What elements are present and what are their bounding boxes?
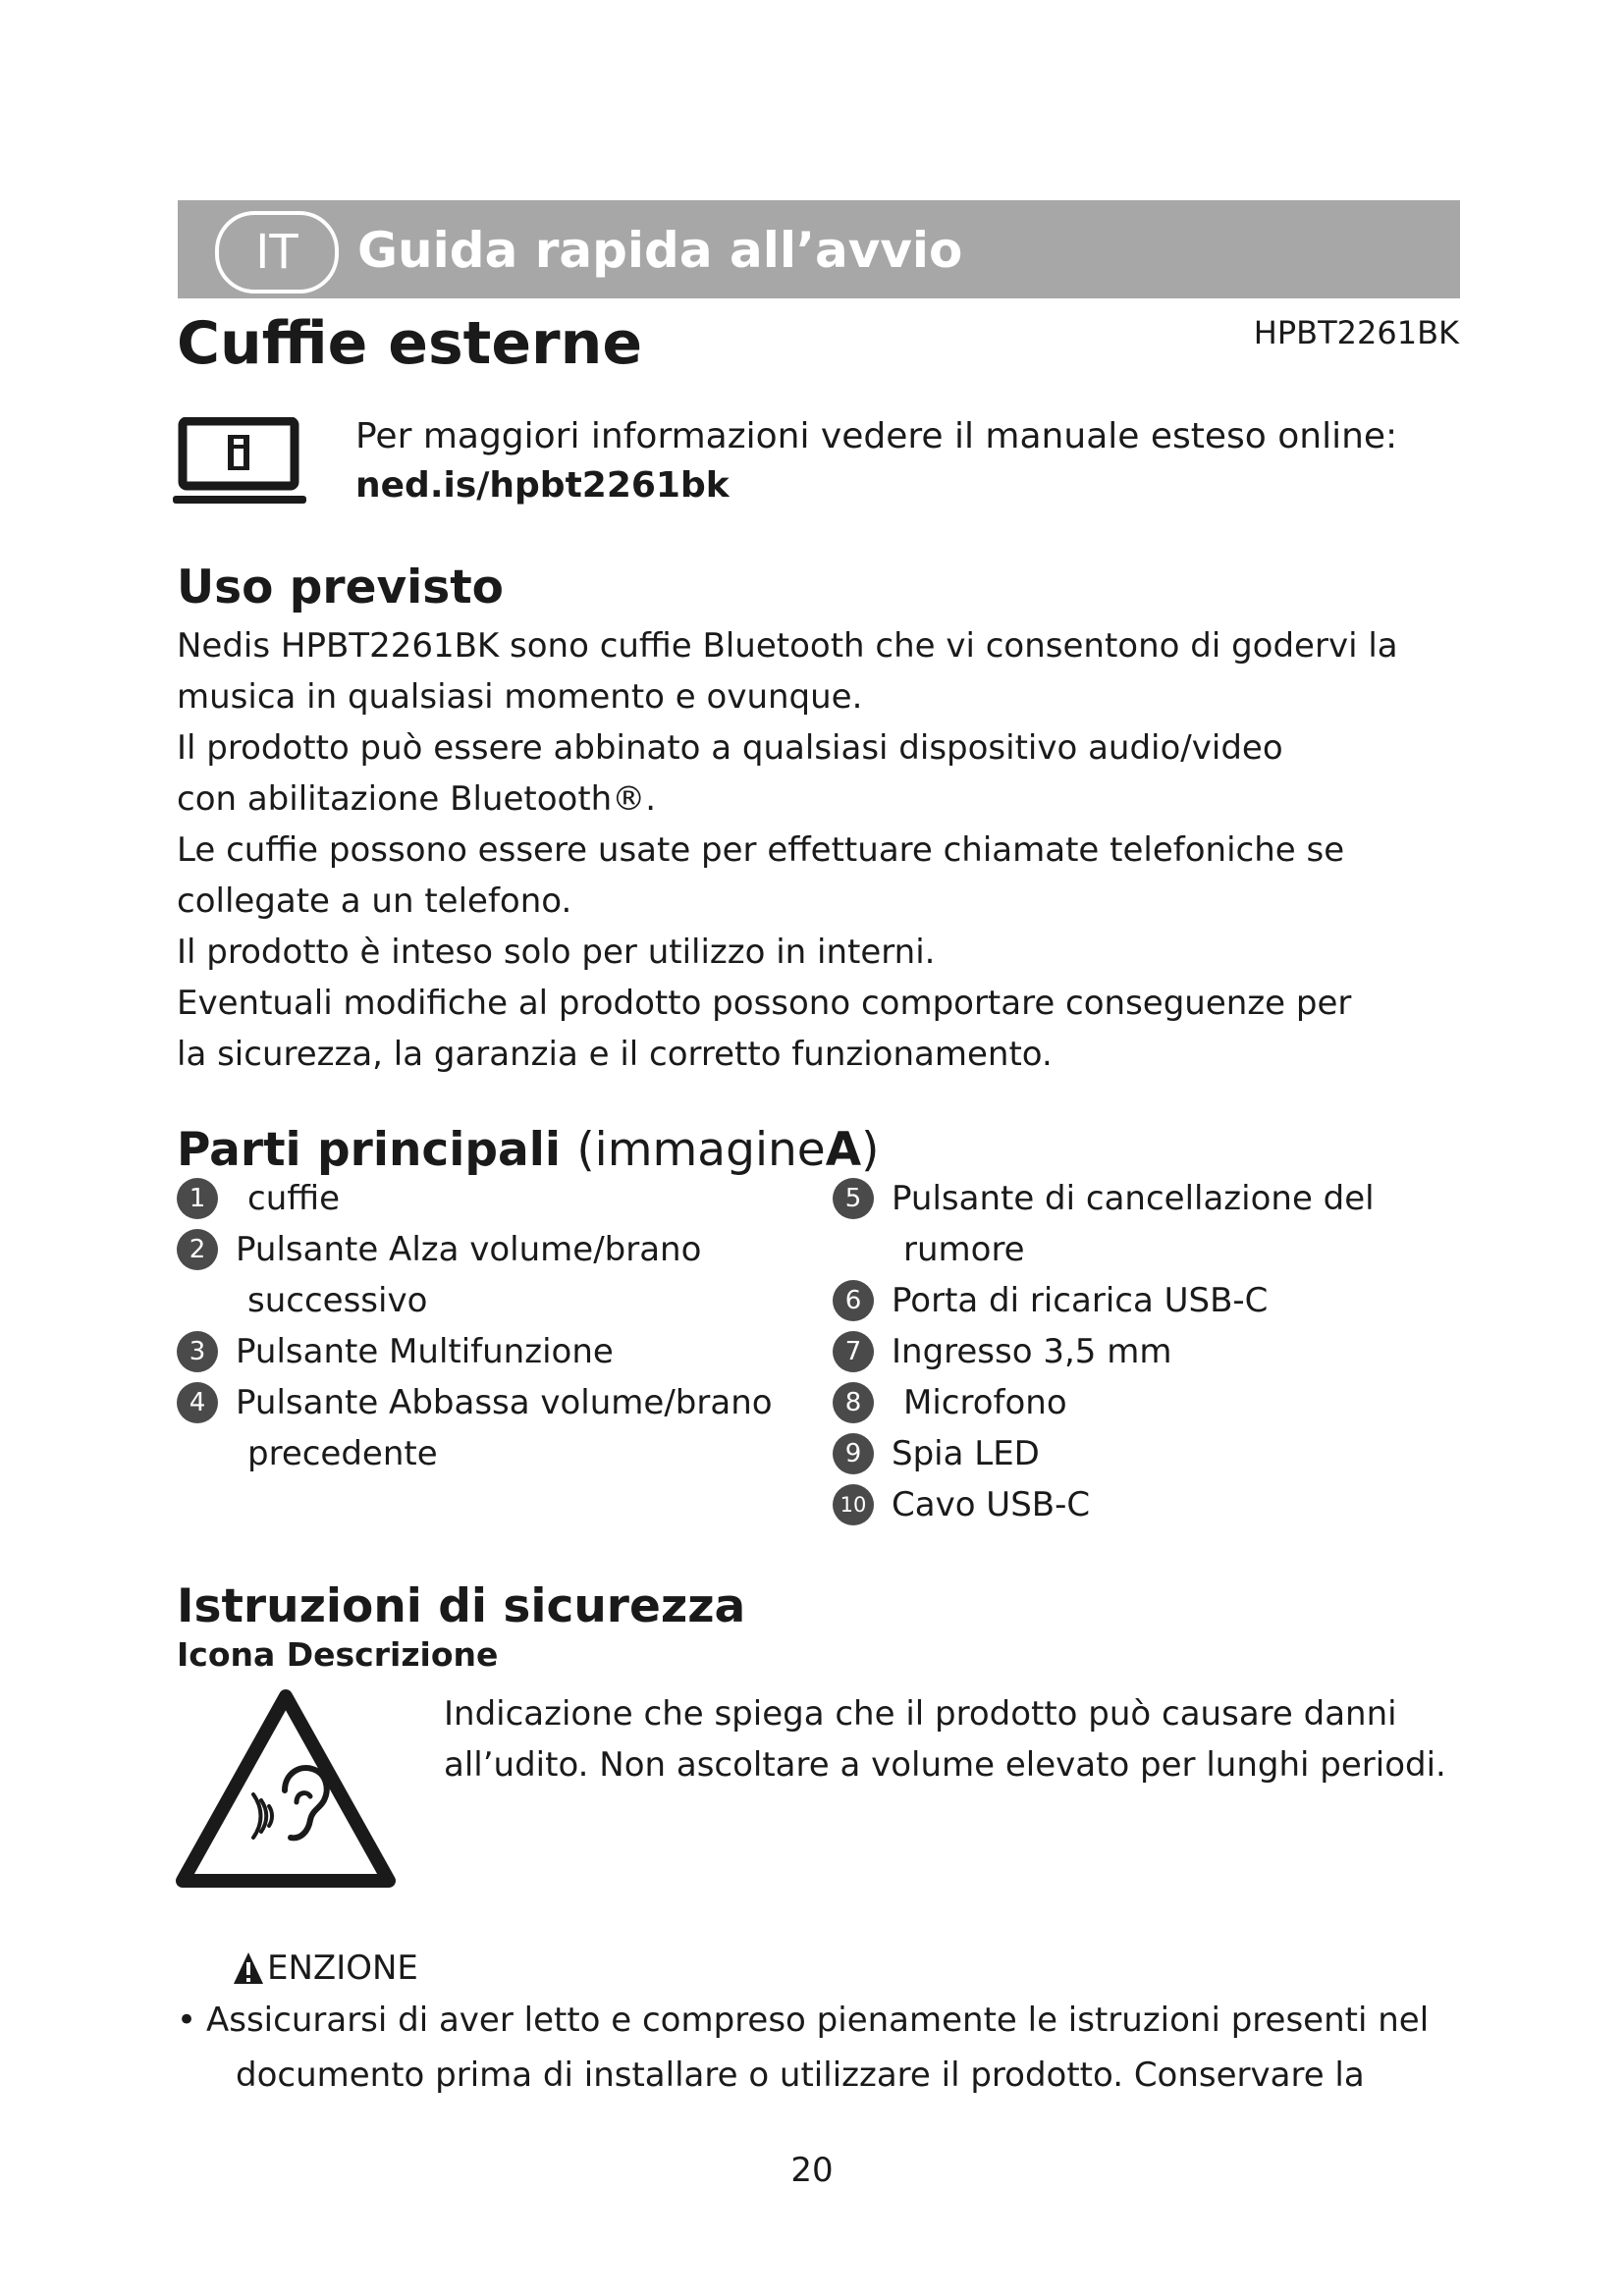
paragraph: Le cuffie possono essere usate per effettuare chiamate telefoniche se collegate a un telefono. [177, 830, 1345, 921]
product-title: Cuffie esterne [177, 309, 643, 378]
part-label-cont: precedente [247, 1434, 438, 1473]
part-item-3 [177, 1326, 805, 1377]
parti-title-close: ) [861, 1123, 880, 1177]
part-label: cuffie [247, 1179, 341, 1218]
attention-heading [232, 1944, 418, 1993]
guide-title: Guida rapida all’avvio [357, 222, 963, 279]
section-title-uso-previsto: Uso previsto [177, 561, 504, 614]
part-label: Pulsante Alza volume/brano [236, 1230, 702, 1269]
bullet-line: Assicurarsi di aver letto e compreso pienamente le istruzioni presenti nel [206, 2001, 1430, 2040]
parts-list-right [833, 1173, 1461, 1530]
uso-previsto-body [177, 620, 1473, 1080]
part-number-badge: 8 [833, 1382, 874, 1423]
parts-list-left [177, 1173, 805, 1479]
attention-label: ENZIONE [267, 1949, 418, 1988]
part-label: Microfono [903, 1383, 1067, 1422]
icon-description-header: Icona Descrizione [177, 1635, 499, 1674]
part-label: Pulsante di cancellazione del [892, 1179, 1375, 1218]
part-number-badge: 6 [833, 1280, 874, 1321]
part-item-8 [833, 1377, 1461, 1428]
part-label-cont: rumore [903, 1230, 1025, 1269]
part-label: Ingresso 3,5 mm [892, 1332, 1172, 1371]
part-item-1 [177, 1173, 805, 1224]
part-number-badge: 3 [177, 1331, 218, 1372]
paragraph: Il prodotto è inteso solo per utilizzo in interni. [177, 933, 936, 972]
section-title-sicurezza: Istruzioni di sicurezza [177, 1579, 746, 1633]
part-item-5 [833, 1173, 1461, 1275]
part-label-cont: successivo [247, 1281, 428, 1320]
part-number-badge: 5 [833, 1178, 874, 1219]
language-badge: IT [215, 211, 339, 294]
parti-title-main: Parti principali [177, 1123, 561, 1177]
part-item-2 [177, 1224, 805, 1326]
parti-title-letter: A [825, 1123, 862, 1177]
paragraph: Il prodotto può essere abbinato a qualsiasi dispositivo audio/video con abilitazione Bluetooth®. [177, 728, 1283, 819]
part-number-badge: 1 [177, 1178, 218, 1219]
warning-triangle-icon [232, 1950, 265, 1986]
part-number-badge: 9 [833, 1433, 874, 1474]
part-label: Cavo USB-C [892, 1485, 1091, 1524]
part-item-4 [177, 1377, 805, 1479]
bullet-line-cont: documento prima di installare o utilizzare il prodotto. Conservare la [236, 2056, 1365, 2095]
paragraph: Eventuali modifiche al prodotto possono comportare conseguenze per la sicurezza, la garanzia e il corretto funzionamento. [177, 984, 1352, 1074]
laptop-info-icon [173, 417, 306, 507]
part-item-10 [833, 1479, 1461, 1530]
hearing-warning-text [444, 1688, 1465, 1790]
part-item-7 [833, 1326, 1461, 1377]
part-number-badge: 2 [177, 1229, 218, 1270]
part-item-6 [833, 1275, 1461, 1326]
part-label: Pulsante Multifunzione [236, 1332, 614, 1371]
part-number-badge: 10 [833, 1484, 874, 1525]
part-number-badge: 4 [177, 1382, 218, 1423]
part-label: Porta di ricarica USB-C [892, 1281, 1269, 1320]
manual-url-link[interactable]: ned.is/hpbt2261bk [355, 465, 730, 506]
parti-title-ref: (immagine [576, 1123, 826, 1177]
part-label: Pulsante Abbassa volume/brano [236, 1383, 773, 1422]
bullet-marker: • [177, 2001, 197, 2040]
part-item-9 [833, 1428, 1461, 1479]
description-line: Indicazione che spiega che il prodotto può causare danni [444, 1694, 1397, 1734]
paragraph: Nedis HPBT2261BK sono cuffie Bluetooth che vi consentono di godervi la musica in qualsiasi momento e ovunque. [177, 626, 1398, 717]
hearing-damage-warning-icon [175, 1688, 397, 1891]
info-text: Per maggiori informazioni vedere il manuale esteso online: [355, 416, 1398, 456]
description-line: all’udito. Non ascoltare a volume elevato per lunghi periodi. [444, 1745, 1446, 1785]
page-number: 20 [790, 2151, 834, 2190]
part-number-badge: 7 [833, 1331, 874, 1372]
safety-bullet [177, 1993, 1473, 2103]
part-label: Spia LED [892, 1434, 1040, 1473]
model-code: HPBT2261BK [1253, 314, 1459, 351]
